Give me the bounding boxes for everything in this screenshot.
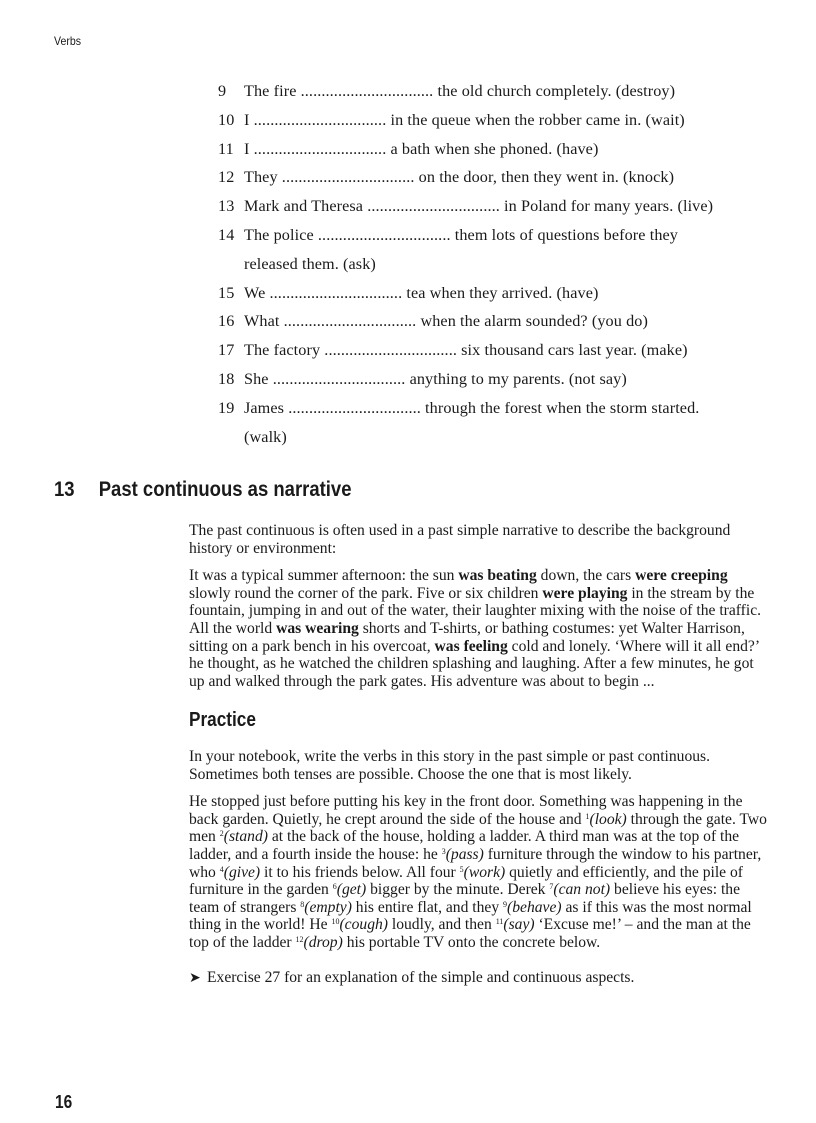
exercise-item-9 [218, 77, 778, 106]
gap-verb: (stand) [223, 828, 268, 846]
gap-number: 12 [295, 934, 304, 944]
gap-verb: (can not) [553, 881, 611, 899]
story-text: loudly, and then [387, 916, 496, 934]
gap-number: 2 [219, 829, 224, 839]
item-number: 17 [218, 341, 235, 360]
highlighted-verb: were playing [542, 584, 628, 602]
gap-number: 8 [300, 899, 305, 909]
cross-reference [189, 969, 769, 988]
exercise-item-16 [218, 307, 778, 336]
gap-number: 1 [585, 811, 590, 821]
gap-verb: (get) [336, 881, 367, 899]
story-text: quietly and efficiently, and the pile of furniture in the garden [189, 863, 743, 899]
item-number: 15 [218, 283, 235, 302]
gap-number: 10 [331, 917, 340, 927]
story-text: through the gate. Two men [189, 810, 767, 846]
item-number: 9 [218, 82, 227, 100]
cross-reference-text: Exercise 27 for an explanation of the simple and continuous aspects. [207, 969, 635, 987]
item-text: Mark and Theresa ................................ in Poland for many years. (live) [244, 197, 714, 216]
exercise-item-10 [218, 106, 778, 135]
gap-number: 4 [219, 864, 224, 874]
narrative-text: down, the cars [536, 567, 636, 585]
item-text: The fire ................................ the old church completely. (destroy) [244, 82, 676, 100]
story-text: bigger by the minute. Derek [366, 881, 550, 899]
item-number: 12 [218, 168, 235, 187]
section-title: Past continuous as narrative [98, 477, 352, 501]
page-number: 16 [55, 1092, 73, 1112]
gap-verb: (look) [589, 810, 627, 828]
story-paragraph [189, 793, 769, 951]
gap-verb: (pass) [445, 845, 484, 863]
exercise-item-13 [218, 192, 778, 221]
narrative-text: It was a typical summer afternoon: the sun [189, 567, 459, 585]
exercise-list [218, 77, 778, 451]
story-text: ‘Excuse me!’ – and the man at the top of the ladder [189, 916, 751, 951]
highlighted-verb: were creeping [635, 567, 728, 585]
gap-number: 7 [549, 882, 554, 892]
item-continuation: released them. (ask) [244, 254, 376, 273]
highlighted-verb: was feeling [434, 637, 508, 655]
story-text: as if this was the most normal thing in the world! He [189, 898, 752, 934]
story-text: believe his eyes: the team of strangers [189, 881, 741, 916]
narrative-text: slowly round the corner of the park. Five or six children [189, 584, 543, 602]
item-text: They ................................ on the door, then they went in. (knock) [244, 168, 675, 187]
item-number: 18 [218, 369, 235, 388]
exercise-item-18 [218, 365, 778, 394]
highlighted-verb: was wearing [276, 619, 359, 637]
item-number: 14 [218, 225, 235, 244]
item-number: 11 [218, 139, 234, 158]
item-number: 10 [218, 110, 235, 129]
exercise-item-19 [218, 394, 778, 423]
highlighted-verb: was beating [458, 567, 537, 585]
practice-instructions: In your notebook, write the verbs in this story in the past simple or past continuous. Sometimes both tenses are possible. Choose the one that is most likely. [189, 747, 711, 783]
item-number: 13 [218, 197, 235, 216]
gap-verb: (cough) [339, 916, 388, 934]
narrative-text: shorts and T-shirts, or bathing costumes: yet Walter Harrison, sitting on a park bench in his overcoat, [189, 619, 745, 655]
practice-heading: Practice [189, 709, 256, 732]
gap-verb: (give) [223, 863, 261, 881]
gap-verb: (work) [463, 863, 506, 881]
running-head: Verbs [54, 34, 82, 48]
section-content [189, 522, 769, 998]
item-text: The factory ................................ six thousand cars last year. (make) [244, 341, 688, 360]
section-number: 13 [54, 477, 75, 501]
arrow-right-icon: ➤ [189, 971, 201, 987]
item-number: 16 [218, 312, 235, 331]
exercise-item-17 [218, 336, 778, 365]
item-text: James ................................ through the forest when the storm started. [244, 398, 700, 417]
item-text: The police ................................ them lots of questions before they [244, 225, 678, 244]
gap-verb: (behave) [507, 898, 562, 916]
gap-number: 6 [332, 882, 337, 892]
exercise-item-11 [218, 135, 778, 164]
item-text: We ................................ tea when they arrived. (have) [244, 283, 599, 302]
gap-verb: (drop) [303, 933, 343, 951]
exercise-item-14 [218, 221, 778, 250]
narrative-text: in the stream by the fountain, jumping in and out of the water, their laughter mixing with the noise of the traffic. All the world [189, 584, 762, 637]
item-text: What ................................ when the alarm sounded? (you do) [244, 312, 648, 331]
story-text: at the back of the house, holding a ladder. A third man was at the top of the ladder, and a fourth inside the house: he [189, 828, 740, 863]
gap-number: 3 [441, 846, 446, 856]
story-text: his entire flat, and they [351, 898, 504, 916]
section-heading [54, 477, 352, 502]
item-text: She ................................ anything to my parents. (not say) [244, 369, 627, 388]
story-text: He stopped just before putting his key in the front door. Something was happening in the back garden. Quietly, he crept around the side of the house and [189, 793, 743, 828]
gap-verb: (say) [503, 916, 535, 934]
gap-number: 5 [459, 864, 464, 874]
item-continuation: (walk) [244, 427, 287, 446]
item-text: I ................................ a bath when she phoned. (have) [244, 139, 599, 158]
gap-number: 9 [503, 899, 508, 909]
exercise-item-12 [218, 163, 778, 192]
narrative-paragraph [189, 567, 769, 690]
item-number: 19 [218, 398, 235, 417]
exercise-item-15 [218, 279, 778, 308]
gap-number: 11 [495, 917, 504, 927]
story-text: furniture through the window to his partner, who [189, 845, 762, 881]
narrative-text: cold and lonely. ‘Where will it all end?’ he thought, as he watched the children splashing and laughing. After a few minutes, he got up and walked through the park gates. His adventure was about to begin ... [189, 637, 759, 690]
gap-verb: (empty) [304, 898, 352, 916]
intro-paragraph: The past continuous is often used in a past simple narrative to describe the background history or environment: [189, 522, 731, 557]
item-text: I ................................ in the queue when the robber came in. (wait) [244, 110, 685, 129]
story-text: it to his friends below. All four [260, 863, 460, 881]
story-text: his portable TV onto the concrete below. [342, 933, 601, 951]
